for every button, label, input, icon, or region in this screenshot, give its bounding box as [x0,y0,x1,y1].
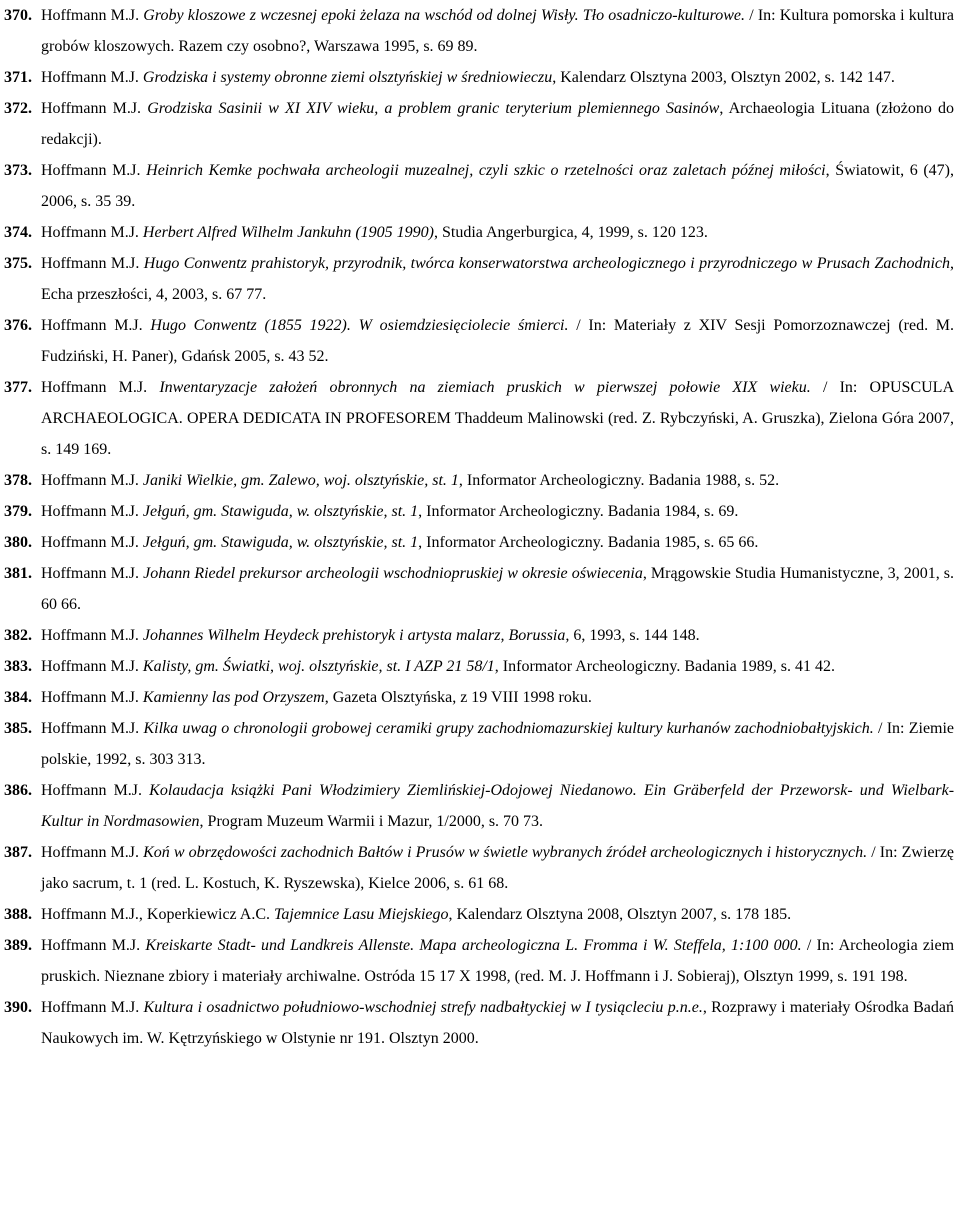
entry-publication: , Gazeta Olsztyńska, z 19 VIII 1998 roku. [324,689,592,706]
entry-title: Kamienny las pod Orzyszem [142,689,325,706]
entry-number: 371. [4,69,32,86]
bibliography-entry [4,465,954,496]
entry-number: 384. [4,689,32,706]
bibliography-entry [4,93,954,155]
entry-number: 387. [4,844,32,861]
entry-publication: , Echa przeszłości, 4, 2003, s. 67 77. [41,255,954,303]
entry-author: Hoffmann M.J. [41,720,140,737]
entry-title: Johann Riedel prekursor archeologii wschodniopruskiej w okresie oświecenia [143,565,643,582]
entry-publication: , Mrągowskie Studia Humanistyczne, 3, 2001, s. 60 66. [41,565,955,613]
bibliography-entry [4,775,954,837]
entry-author: Hoffmann M.J. [41,224,139,241]
entry-number: 389. [4,937,32,954]
entry-number: 380. [4,534,32,551]
entry-publication: / In: Materiały z XIV Sesji Pomorzoznawczej (red. M. Fudziński, H. Paner), Gdańsk 2005, s. 43 52. [41,317,955,365]
entry-author: Hoffmann M.J. [41,472,139,489]
bibliography-entry [4,992,954,1054]
entry-number: 376. [4,317,32,334]
bibliography-entry [4,527,954,558]
entry-author: Hoffmann M.J., Koperkiewicz A.C. [41,906,270,923]
entry-publication: , Kalendarz Olsztyna 2003, Olsztyn 2002, s. 142 147. [552,69,895,86]
bibliography-entry [4,651,954,682]
entry-publication: 6, 1993, s. 144 148. [569,627,700,644]
entry-title: Grodziska Sasinii w XI XIV wieku, a problem granic teryterium plemiennego Sasinów [147,100,720,117]
entry-title: Tajemnice Lasu Miejskiego [274,906,449,923]
entry-number: 385. [4,720,32,737]
entry-title: Kalisty, gm. Światki, woj. olsztyńskie, st. I AZP 21 58/1 [142,658,495,675]
bibliography-entry [4,62,954,93]
entry-title: Kreiskarte Stadt- und Landkreis Allenste. Mapa archeologiczna L. Fromma i W. Steffela, 1:100 000. [145,937,802,954]
entry-number: 373. [4,162,32,179]
entry-title: Kolaudacja książki Pani Włodzimiery Ziemlińskiej-Odojowej Niedanowo. Ein Gräberfeld der Przeworsk- und Wielbark-Kultur in Nordmasowien [41,782,955,830]
bibliography-entry [4,899,954,930]
bibliography-entry [4,930,954,992]
bibliography-entry [4,155,954,217]
bibliography-entry [4,837,954,899]
entry-title: Jełguń, gm. Stawiguda, w. olsztyńskie, st. 1 [142,503,419,520]
entry-title: Kultura i osadnictwo południowo-wschodniej strefy nadbałtyckiej w I tysiącleciu p.n.e. [143,999,703,1016]
entry-author: Hoffmann M.J. [41,162,141,179]
entry-number: 375. [4,255,32,272]
entry-number: 386. [4,782,32,799]
entry-author: Hoffmann M.J. [41,844,140,861]
entry-author: Hoffmann M.J. [41,503,139,520]
entry-title: Hugo Conwentz prahistoryk, przyrodnik, twórca konserwatorstwa archeologicznego i przyrodniczego w Prusach Zachodnich [143,255,950,272]
entry-author: Hoffmann M.J. [41,565,140,582]
entry-publication: / In: OPUSCULA ARCHAEOLOGICA. OPERA DEDICATA IN PROFESOREM Thaddeum Malinowski (red. Z. Rybczyński, A. Gruszka), Zielona Góra 2007, s. 149 169. [41,379,955,458]
bibliography-entry [4,372,954,465]
entry-title: Herbert Alfred Wilhelm Jankuhn (1905 1990) [142,224,434,241]
entry-title: Jełguń, gm. Stawiguda, w. olsztyńskie, st. 1 [142,534,419,551]
entry-title: Grodziska i systemy obronne ziemi olsztyńskiej w średniowieczu [142,69,553,86]
entry-title: Koń w obrzędowości zachodnich Bałtów i Prusów w świetle wybranych źródeł archeologicznych i historycznych. [143,844,868,861]
entry-number: 388. [4,906,32,923]
entry-publication: , Informator Archeologiczny. Badania 1989, s. 41 42. [494,658,836,675]
entry-number: 372. [4,100,32,117]
entry-publication: , Informator Archeologiczny. Badania 1985, s. 65 66. [418,534,759,551]
bibliography-entry [4,496,954,527]
entry-publication: / In: Kultura pomorska i kultura grobów kloszowych. Razem czy osobno?, Warszawa 1995, s. 69 89. [41,7,955,55]
entry-number: 383. [4,658,32,675]
entry-author: Hoffmann M.J. [41,7,140,24]
entry-publication: , Światowit, 6 (47), 2006, s. 35 39. [41,162,954,210]
entry-number: 377. [4,379,32,396]
entry-number: 378. [4,472,32,489]
entry-author: Hoffmann M.J. [41,658,139,675]
entry-author: Hoffmann M.J. [41,782,143,799]
entry-author: Hoffmann M.J. [41,317,143,334]
entry-publication: , Informator Archeologiczny. Badania 1988, s. 52. [458,472,780,489]
entry-publication: , Program Muzeum Warmii i Mazur, 1/2000, s. 70 73. [199,813,544,830]
entry-title: Janiki Wielkie, gm. Zalewo, woj. olsztyńskie, st. 1 [142,472,459,489]
entry-publication: , Rozprawy i materiały Ośrodka Badań Naukowych im. W. Kętrzyńskiego w Olstynie nr 191. Olsztyn 2000. [41,999,955,1047]
entry-title: Inwentaryzacje założeń obronnych na ziemiach pruskich w pierwszej połowie XIX wieku. [159,379,811,396]
bibliography-entry [4,682,954,713]
bibliography-entry [4,310,954,372]
entry-title: Heinrich Kemke pochwała archeologii muzealnej, czyli szkic o rzetelności oraz zaletach późnej miłości [146,162,826,179]
entry-author: Hoffmann M.J. [41,100,142,117]
entry-publication: , Archaeologia Lituana (złożono do redakcji). [41,100,955,148]
entry-title: Groby kloszowe z wczesnej epoki żelaza na wschód od dolnej Wisły. Tło osadniczo-kulturowe. [143,7,746,24]
entry-number: 370. [4,7,32,24]
entry-title: Kilka uwag o chronologii grobowej ceramiki grupy zachodniomazurskiej kultury kurhanów zachodniobałtyjskich. [143,720,874,737]
entry-number: 379. [4,503,32,520]
entry-publication: / In: Archeologia ziem pruskich. Nieznane zbiory i materiały archiwalne. Ostróda 15 17 X 1998, (red. M. J. Hoffmann i J. Sobieraj), Olsztyn 1999, s. 191 198. [41,937,955,985]
entry-publication: / In: Zwierzę jako sacrum, t. 1 (red. L. Kostuch, K. Ryszewska), Kielce 2006, s. 61 68. [41,844,955,892]
bibliography-entry [4,713,954,775]
entry-publication: / In: Ziemie polskie, 1992, s. 303 313. [41,720,955,768]
entry-number: 382. [4,627,32,644]
entry-number: 374. [4,224,32,241]
entry-author: Hoffmann M.J. [41,627,139,644]
bibliography-entry [4,0,954,62]
entry-author: Hoffmann M.J. [41,999,140,1016]
entry-author: Hoffmann M.J. [41,534,139,551]
bibliography-entry [4,620,954,651]
entry-number: 390. [4,999,32,1016]
entry-author: Hoffmann M.J. [41,69,139,86]
bibliography-entry [4,558,954,620]
bibliography-entry [4,217,954,248]
entry-author: Hoffmann M.J. [41,689,139,706]
entry-number: 381. [4,565,32,582]
entry-author: Hoffmann M.J. [41,255,140,272]
entry-title: Johannes Wilhelm Heydeck prehistoryk i artysta malarz, Borussia, [142,627,570,644]
entry-author: Hoffmann M.J. [41,379,148,396]
bibliography-entry [4,248,954,310]
entry-publication: , Studia Angerburgica, 4, 1999, s. 120 123. [433,224,708,241]
entry-publication: , Kalendarz Olsztyna 2008, Olsztyn 2007, s. 178 185. [448,906,792,923]
entry-publication: , Informator Archeologiczny. Badania 1984, s. 69. [418,503,739,520]
entry-author: Hoffmann M.J. [41,937,141,954]
entry-title: Hugo Conwentz (1855 1922). W osiemdziesięciolecie śmierci. [150,317,569,334]
